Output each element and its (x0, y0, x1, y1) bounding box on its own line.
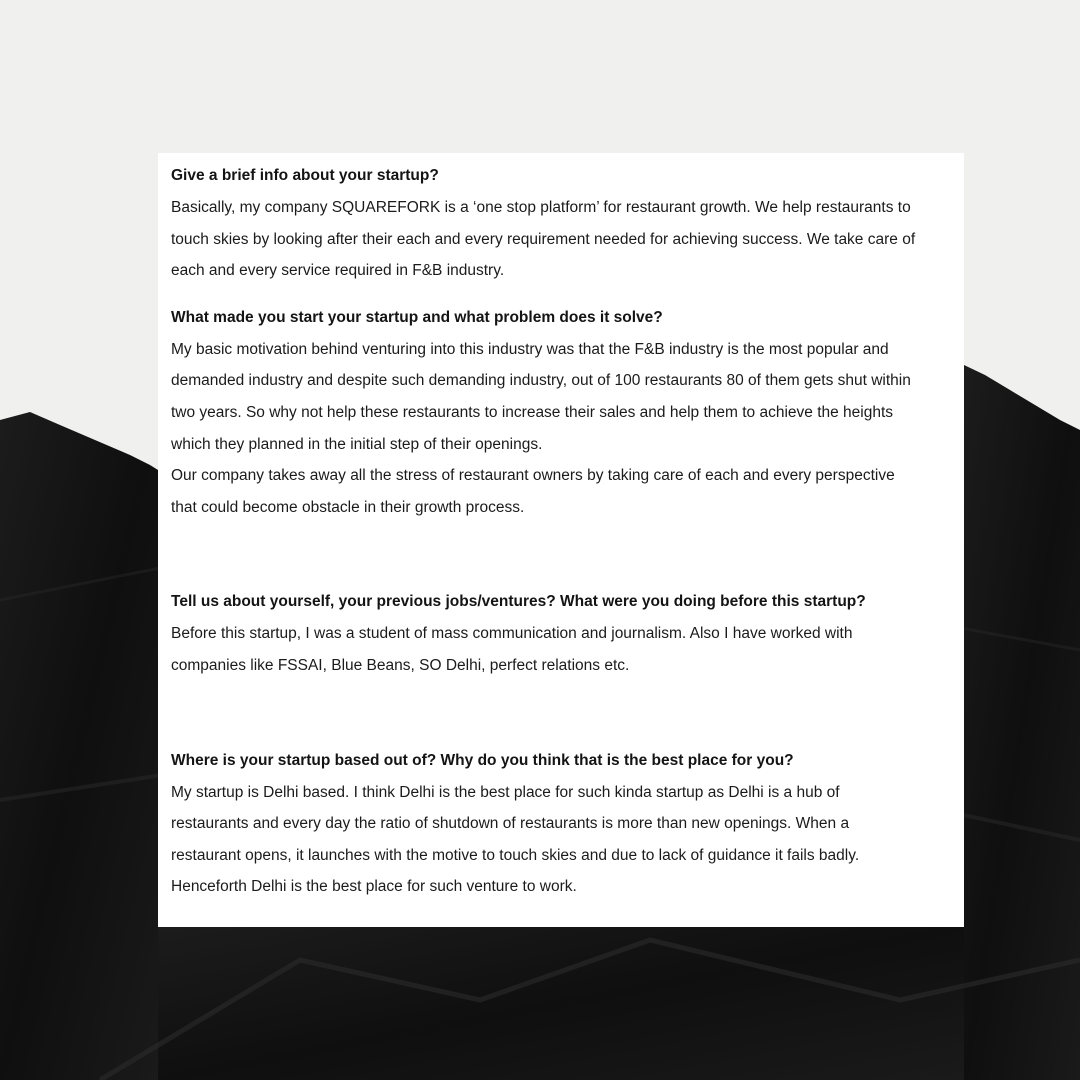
answer-line: Before this startup, I was a student of mass communication and journalism. Also I have worked with (171, 625, 853, 643)
answer-line: each and every service required in F&B industry. (171, 262, 505, 280)
qa-section-location (171, 745, 964, 903)
qa-section-motivation (171, 302, 964, 524)
answer-line: that could become obstacle in their growth process. (171, 498, 525, 516)
answer-line: restaurant opens, it launches with the motive to touch skies and due to lack of guidance it fails badly. (171, 846, 860, 864)
section-spacer (171, 682, 964, 745)
answer-line: Our company takes away all the stress of restaurant owners by taking care of each and every perspective (171, 467, 895, 485)
section-spacer (171, 287, 964, 302)
answer-line: Basically, my company SQUAREFORK is a ‘one stop platform’ for restaurant growth. We help restaurants to (171, 199, 911, 216)
section-spacer (171, 523, 964, 586)
answer-line: Henceforth Delhi is the best place for such venture to work. (171, 878, 577, 896)
answer-line: two years. So why not help these restaurants to increase their sales and help them to achieve the heights (171, 403, 894, 421)
interview-card (158, 153, 964, 927)
answer-line: restaurants and every day the ratio of shutdown of restaurants is more than new openings. When a (171, 815, 850, 833)
question-heading: Give a brief info about your startup? (171, 167, 439, 184)
answer-line: My basic motivation behind venturing into this industry was that the F&B industry is the most popular and (171, 340, 889, 358)
answer-line: My startup is Delhi based. I think Delhi is the best place for such kinda startup as Delhi is a hub of (171, 783, 840, 801)
answer-line: demanded industry and despite such demanding industry, out of 100 restaurants 80 of them gets shut within (171, 372, 911, 390)
answer-line: touch skies by looking after their each and every requirement needed for achieving success. We take care of (171, 230, 916, 248)
answer-line: which they planned in the initial step of their openings. (171, 435, 543, 453)
qa-section-startup-info (171, 160, 964, 287)
qa-section-about-yourself (171, 586, 964, 681)
question-heading: Where is your startup based out of? Why do you think that is the best place for you? (171, 751, 794, 769)
question-heading: Tell us about yourself, your previous jobs/ventures? What were you doing before this startup? (171, 593, 866, 611)
interview-content (171, 160, 964, 903)
answer-line: companies like FSSAI, Blue Beans, SO Delhi, perfect relations etc. (171, 656, 630, 674)
question-heading: What made you start your startup and what problem does it solve? (171, 308, 663, 326)
